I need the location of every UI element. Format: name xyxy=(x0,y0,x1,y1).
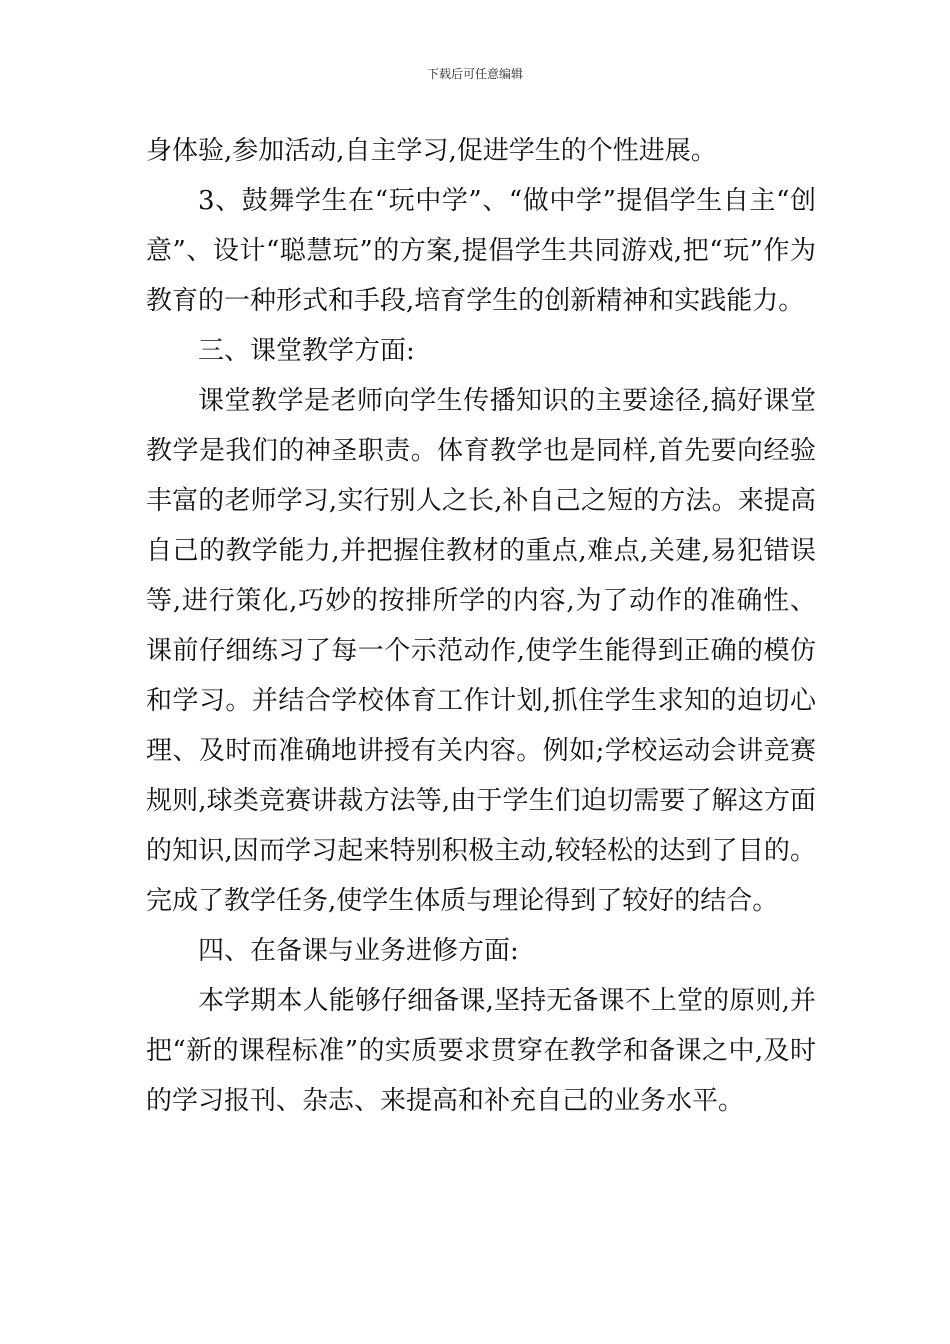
paragraph-classroom-teaching: 课堂教学是老师向学生传播知识的主要途径,搞好课堂教学是我们的神圣职责。体育教学也是同样,首先要向经验丰富的老师学习,实行别人之长,补自己之短的方法。来提高自己的教学能力,并把握住教材的重点,难点,关建,易犯错误等,进行策化,巧妙的按排所学的内容,为了动作的准确性、课前仔细练习了每一个示范动作,使学生能得到正确的模仿和学习。并结合学校体育工作计划,抓住学生求知的迫切心理、及时而准确地讲授有关内容。例如;学校运动会讲竞赛规则,球类竞赛讲裁方法等,由于学生们迫切需要了解这方面的知识,因而学习起来特别积极主动,较轻松的达到了目的。完成了教学任务,使学生体质与理论得到了较好的结合。 xyxy=(146,386,816,916)
section-heading-lesson-prep: 四、在备课与业务进修方面: xyxy=(198,936,519,966)
paragraph-lesson-prep: 本学期本人能够仔细备课,坚持无备课不上堂的原则,并把“新的课程标准”的实质要求贯穿在教学和备课之中,及时的学习报刊、杂志、来提高和补充自己的业务水平。 xyxy=(146,986,816,1116)
paragraph-continuation: 身体验,参加活动,自主学习,促进学生的个性进展。 xyxy=(146,136,717,166)
paragraph-item-3: 3、鼓舞学生在“玩中学”、“做中学”提倡学生自主“创意”、设计“聪慧玩”的方案,提倡学生共同游戏,把“玩”作为教育的一种形式和手段,培育学生的创新精神和实践能力。 xyxy=(146,186,816,316)
document-body xyxy=(146,126,816,1126)
page-header-note: 下载后可任意编辑 xyxy=(426,67,523,81)
section-heading-classroom-teaching: 三、课堂教学方面: xyxy=(198,336,415,366)
